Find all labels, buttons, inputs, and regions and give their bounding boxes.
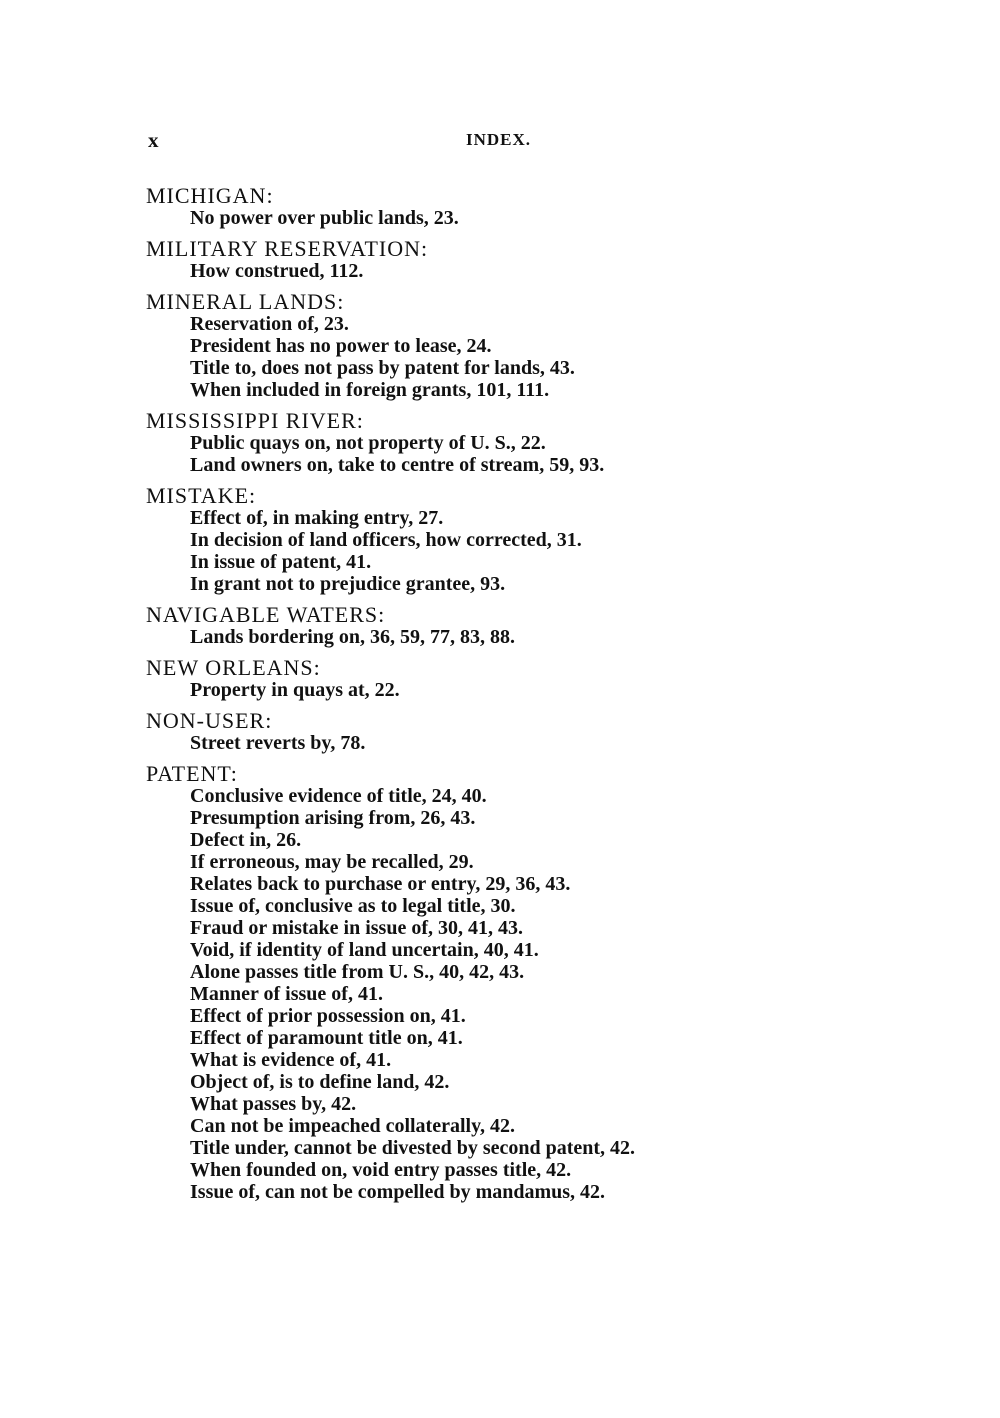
entry-subitem: Lands bordering on, 36, 59, 77, 83, 88. bbox=[190, 626, 516, 648]
index-entry bbox=[146, 603, 786, 648]
entry-subitem: Conclusive evidence of title, 24, 40. bbox=[190, 785, 487, 807]
entry-subitem: Property in quays at, 22. bbox=[190, 679, 400, 701]
index-entry bbox=[146, 484, 786, 595]
entry-subitem: How construed, 112. bbox=[190, 260, 364, 282]
entry-heading: MILITARY RESERVATION: bbox=[146, 236, 429, 261]
entry-subitem: Issue of, can not be compelled by mandamus, 42. bbox=[190, 1181, 606, 1203]
entry-subitem: Street reverts by, 78. bbox=[190, 732, 366, 754]
entry-heading: PATENT: bbox=[146, 761, 238, 786]
index-list bbox=[146, 184, 786, 1211]
entry-subitem: Alone passes title from U. S., 40, 42, 43. bbox=[190, 961, 525, 983]
entry-subitem: No power over public lands, 23. bbox=[190, 207, 459, 229]
entry-subitem: Public quays on, not property of U. S., 22. bbox=[190, 432, 546, 454]
entry-subitem: What is evidence of, 41. bbox=[190, 1049, 392, 1071]
entry-subitem: In grant not to prejudice grantee, 93. bbox=[190, 573, 506, 595]
running-head bbox=[148, 128, 568, 158]
entry-heading: MISSISSIPPI RIVER: bbox=[146, 408, 364, 433]
entry-subitem: What passes by, 42. bbox=[190, 1093, 357, 1115]
entry-subitem: Reservation of, 23. bbox=[190, 313, 349, 335]
index-entry bbox=[146, 762, 786, 1203]
entry-subitem: Title under, cannot be divested by second patent, 42. bbox=[190, 1137, 636, 1159]
entry-heading: NAVIGABLE WATERS: bbox=[146, 602, 386, 627]
entry-heading: MINERAL LANDS: bbox=[146, 289, 345, 314]
index-entry bbox=[146, 237, 786, 282]
index-entry bbox=[146, 409, 786, 476]
entry-subitem: Object of, is to define land, 42. bbox=[190, 1071, 450, 1093]
entry-subitem: Issue of, conclusive as to legal title, 30. bbox=[190, 895, 516, 917]
entry-subitem: Void, if identity of land uncertain, 40, 41. bbox=[190, 939, 539, 961]
entry-subitem: Manner of issue of, 41. bbox=[190, 983, 383, 1005]
index-entry bbox=[146, 709, 786, 754]
entry-heading: MISTAKE: bbox=[146, 483, 257, 508]
entry-subitem: President has no power to lease, 24. bbox=[190, 335, 492, 357]
entry-subitem: In issue of patent, 41. bbox=[190, 551, 372, 573]
entry-subitem: Effect of, in making entry, 27. bbox=[190, 507, 444, 529]
entry-subitem: If erroneous, may be recalled, 29. bbox=[190, 851, 474, 873]
entry-subitem: When founded on, void entry passes title, 42. bbox=[190, 1159, 572, 1181]
entry-subitem: Effect of prior possession on, 41. bbox=[190, 1005, 466, 1027]
entry-subitem: Effect of paramount title on, 41. bbox=[190, 1027, 463, 1049]
index-entry bbox=[146, 184, 786, 229]
page-heading: INDEX. bbox=[466, 130, 532, 149]
entry-subitem: Relates back to purchase or entry, 29, 36, 43. bbox=[190, 873, 571, 895]
entry-subitem: Title to, does not pass by patent for lands, 43. bbox=[190, 357, 575, 379]
entry-subitem: Land owners on, take to centre of stream, 59, 93. bbox=[190, 454, 605, 476]
entry-subitem: In decision of land officers, how corrected, 31. bbox=[190, 529, 582, 551]
entry-heading: NEW ORLEANS: bbox=[146, 655, 321, 680]
entry-heading: NON-USER: bbox=[146, 708, 273, 733]
entry-subitem: Fraud or mistake in issue of, 30, 41, 43. bbox=[190, 917, 523, 939]
entry-heading: MICHIGAN: bbox=[146, 183, 274, 208]
entry-subitem: Presumption arising from, 26, 43. bbox=[190, 807, 476, 829]
index-entry bbox=[146, 290, 786, 401]
entry-subitem: When included in foreign grants, 101, 111. bbox=[190, 379, 550, 401]
index-entry bbox=[146, 656, 786, 701]
page-number: x bbox=[148, 128, 159, 152]
entry-subitem: Can not be impeached collaterally, 42. bbox=[190, 1115, 515, 1137]
entry-subitem: Defect in, 26. bbox=[190, 829, 302, 851]
